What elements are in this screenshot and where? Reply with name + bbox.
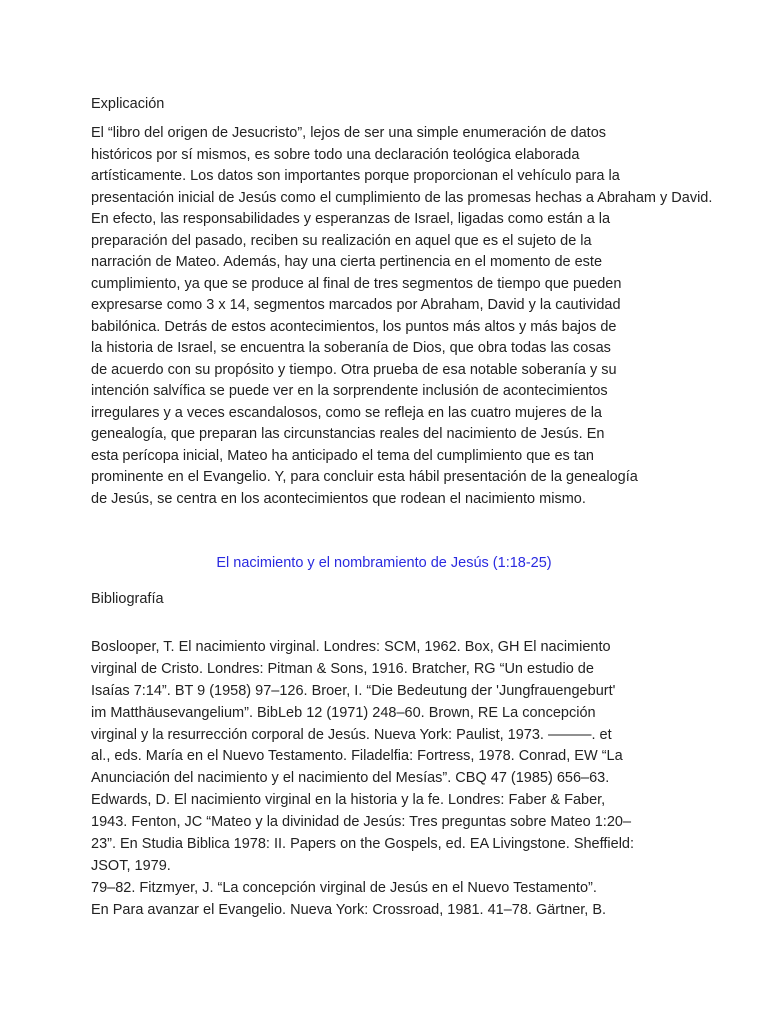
section-title: El nacimiento y el nombramiento de Jesús (1:18-25): [216, 555, 552, 571]
bibliography-line: En Para avanzar el Evangelio. Nueva York: Crossroad, 1981. 41–78. Gärtner, B.: [91, 901, 607, 918]
explicacion-heading: Explicación: [91, 96, 165, 112]
bibliography-line: Anunciación del nacimiento y el nacimiento del Mesías”. CBQ 47 (1985) 656–63.: [91, 770, 610, 787]
bibliografia-paragraph: [91, 637, 634, 922]
bibliography-line: 79–82. Fitzmyer, J. “La concepción virginal de Jesús en el Nuevo Testamento”.: [91, 879, 597, 896]
paragraph-line: En efecto, las responsabilidades y esperanzas de Israel, ligadas como están a la: [91, 211, 611, 227]
paragraph-line: irregulares y a veces escandalosos, como se refleja en las cuatro mujeres de la: [91, 404, 602, 421]
bibliography-line: Edwards, D. El nacimiento virginal en la historia y la fe. Londres: Faber & Faber,: [91, 792, 606, 809]
bibliography-line: JSOT, 1979.: [91, 857, 171, 874]
paragraph-line: El “libro del origen de Jesucristo”, lejos de ser una simple enumeración de datos: [91, 125, 607, 141]
paragraph-line: artísticamente. Los datos son importantes porque proporcionan el vehículo para la: [91, 168, 620, 184]
paragraph-line: históricos por sí mismos, es sobre todo una declaración teológica elaborada: [91, 146, 580, 163]
bibliography-line: 1943. Fenton, JC “Mateo y la divinidad de Jesús: Tres preguntas sobre Mateo 1:20–: [91, 814, 632, 831]
paragraph-line: babilónica. Detrás de estos acontecimientos, los puntos más altos y más bajos de: [91, 318, 617, 335]
bibliography-line: virginal de Cristo. Londres: Pitman & Sons, 1916. Bratcher, RG “Un estudio de: [91, 660, 594, 677]
bibliography-line: Boslooper, T. El nacimiento virginal. Londres: SCM, 1962. Box, GH El nacimiento: [91, 639, 611, 655]
paragraph-line: presentación inicial de Jesús como el cumplimiento de las promesas hechas a Abraham y David.: [91, 189, 713, 206]
bibliography-line: 23”. En Studia Biblica 1978: II. Papers on the Gospels, ed. EA Livingstone. Sheffield:: [91, 836, 635, 853]
paragraph-line: genealogía, que preparan las circunstancias reales del nacimiento de Jesús. En: [91, 426, 605, 442]
paragraph-line: la historia de Israel, se encuentra la soberanía de Dios, que obra todas las cosas: [91, 340, 611, 356]
paragraph-line: de Jesús, se centra en los acontecimientos que rodean el nacimiento mismo.: [91, 490, 586, 507]
paragraph-line: preparación del pasado, reciben su realización en aquel que es el sujeto de la: [91, 232, 592, 249]
bibliography-line: Isaías 7:14”. BT 9 (1958) 97–126. Broer, I. “Die Bedeutung der 'Jungfrauengeburt': [91, 682, 616, 699]
paragraph-line: prominente en el Evangelio. Y, para concluir esta hábil presentación de la genealogía: [91, 469, 638, 485]
bibliography-line: virginal y la resurrección corporal de Jesús. Nueva York: Paulist, 1973. ———. et: [91, 726, 612, 743]
paragraph-line: expresarse como 3 x 14, segmentos marcados por Abraham, David y la cautividad: [91, 297, 621, 313]
paragraph-line: de acuerdo con su propósito y tiempo. Otra prueba de esa notable soberanía y su: [91, 361, 617, 378]
bibliografia-heading: Bibliografía: [91, 591, 164, 607]
paragraph-line: narración de Mateo. Además, hay una cierta pertinencia en el momento de este: [91, 254, 603, 270]
paragraph-line: esta perícopa inicial, Mateo ha anticipado el tema del cumplimiento que es tan: [91, 447, 594, 464]
bibliography-line: al., eds. María en el Nuevo Testamento. Filadelfia: Fortress, 1978. Conrad, EW “La: [91, 748, 623, 765]
paragraph-line: intención salvífica se puede ver en la sorprendente inclusión de acontecimientos: [91, 383, 608, 399]
bibliography-line: im Matthäusevangelium”. BibLeb 12 (1971) 248–60. Brown, RE La concepción: [91, 704, 596, 721]
paragraph-line: cumplimiento, ya que se produce al final de tres segmentos de tiempo que pueden: [91, 275, 622, 292]
explicacion-paragraph: [91, 123, 712, 510]
